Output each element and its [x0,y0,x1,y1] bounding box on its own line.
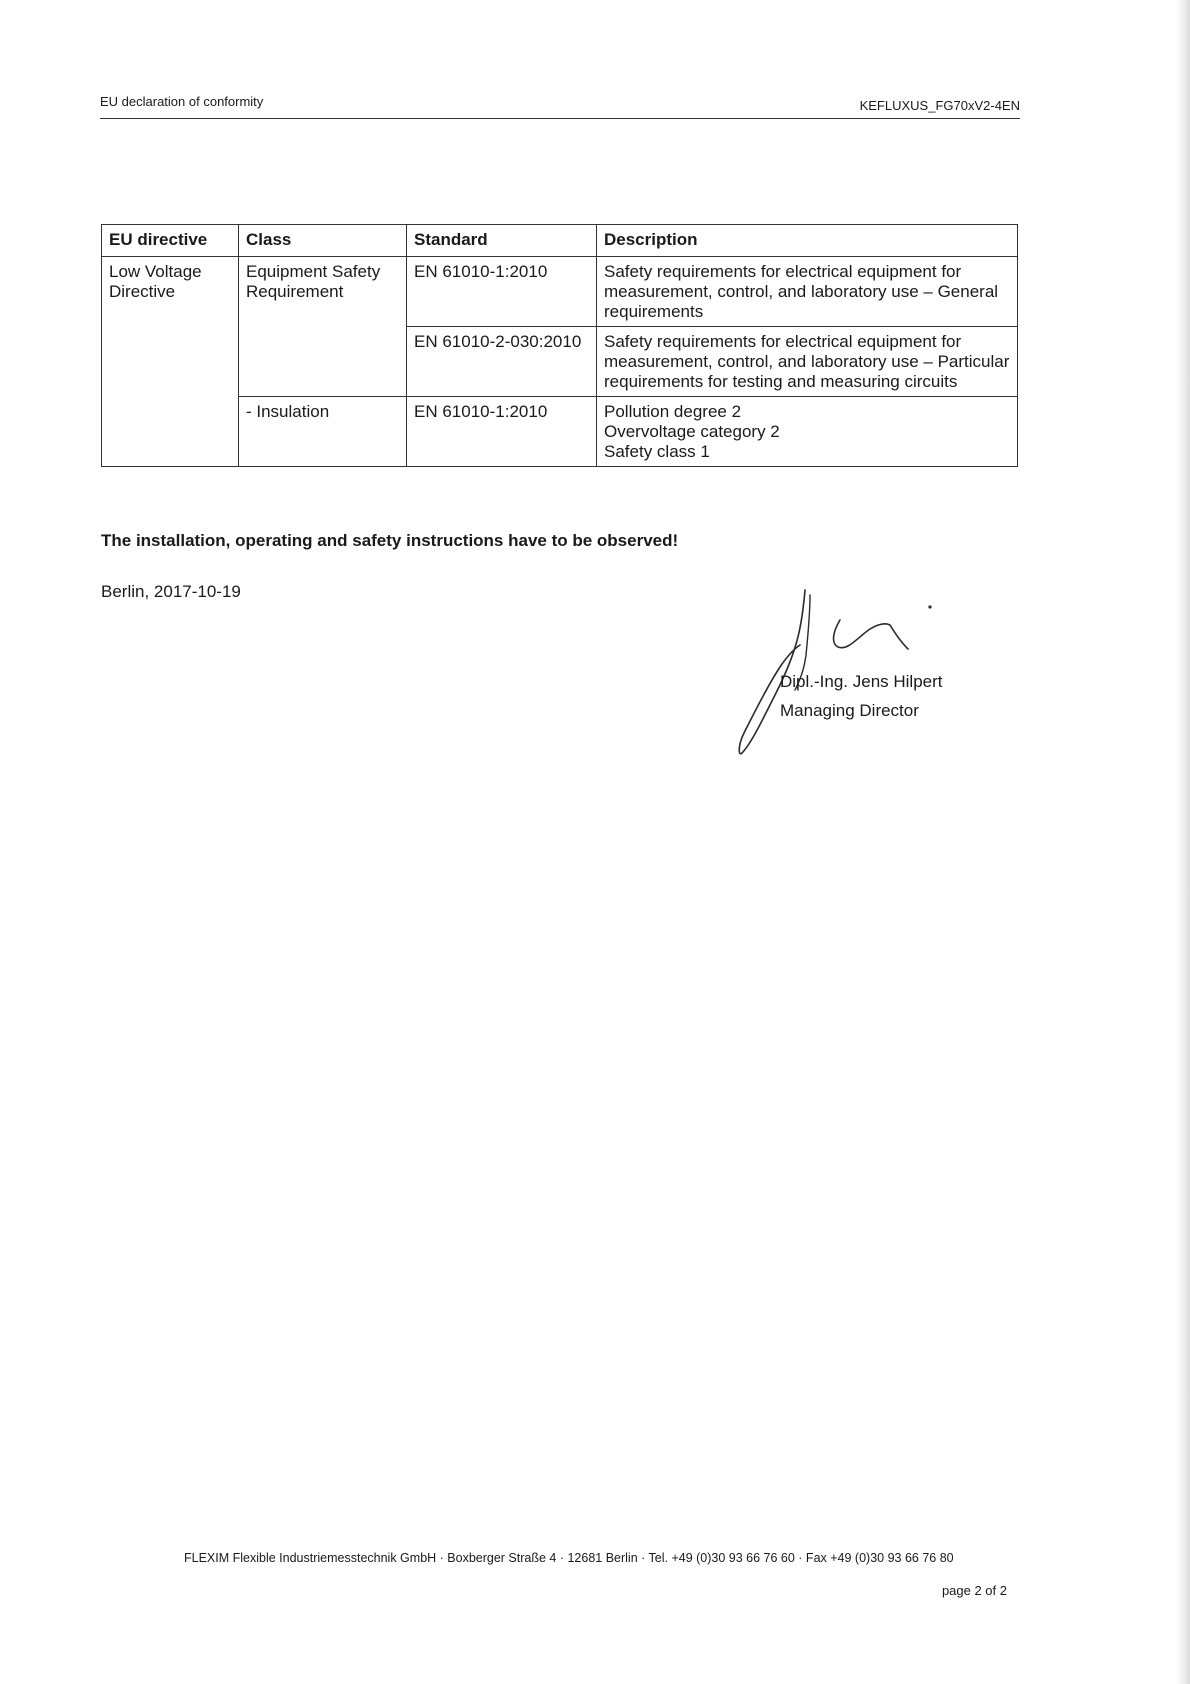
page-edge-shadow [1176,0,1190,1684]
page-header [100,92,1020,119]
class-cell: - Insulation [239,397,407,467]
column-header-class: Class [239,225,407,257]
class-cell: Equipment Safety Requirement [239,257,407,397]
standard-cell: EN 61010-1:2010 [407,397,597,467]
signer-name: Dipl.-Ing. Jens Hilpert [780,672,943,691]
description-cell: Safety requirements for electrical equipment for measurement, control, and laboratory use – General requirements [597,257,1018,327]
signer-title: Managing Director [780,701,919,720]
page-number: page 2 of 2 [941,1583,1007,1598]
place-and-date: Berlin, 2017-10-19 [101,582,241,601]
table-row [102,257,1018,327]
standard-cell: EN 61010-1:2010 [407,257,597,327]
column-header-eu-directive: EU directive [102,225,239,257]
conformity-table [101,224,1018,467]
standard-cell: EN 61010-2-030:2010 [407,327,597,397]
table-header-row [102,225,1018,257]
safety-notice: The installation, operating and safety instructions have to be observed! [101,531,679,550]
header-document-code: KEFLUXUS_FG70xV2-4EN [859,98,1020,113]
directive-cell: Low Voltage Directive [102,257,239,467]
footer-company-address: FLEXIM Flexible Industriemesstechnik GmbH · Boxberger Straße 4 · 12681 Berlin · Tel. +49 (0)30 93 66 76 60 · Fax +49 (0)30 93 66 76 80 [184,1551,954,1565]
column-header-standard: Standard [407,225,597,257]
table-row [102,397,1018,467]
description-cell: Pollution degree 2 Overvoltage category 2 Safety class 1 [597,397,1018,467]
description-cell: Safety requirements for electrical equipment for measurement, control, and laboratory use – Particular requirements for testing and measuring circuits [597,327,1018,397]
column-header-description: Description [597,225,1018,257]
header-document-type: EU declaration of conformity [100,94,264,109]
